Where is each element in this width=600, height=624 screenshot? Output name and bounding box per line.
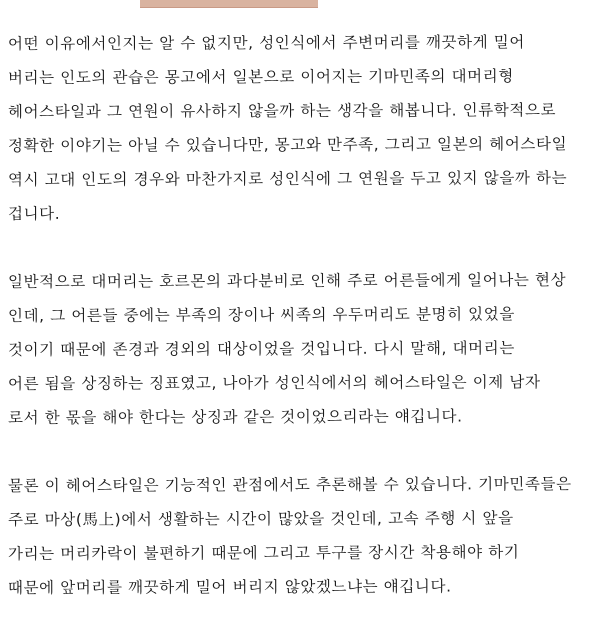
paragraph-1 bbox=[0, 26, 600, 230]
text-line: 정확한 이야기는 아닐 수 있습니다만, 몽고와 만주족, 그리고 일본의 헤어스타일 bbox=[7, 135, 568, 156]
paragraph-gap bbox=[0, 434, 600, 468]
text-line: 가리는 머리카락이 불편하기 때문에 그리고 투구를 장시간 착용해야 하기 bbox=[7, 543, 520, 564]
paragraph-3 bbox=[0, 468, 600, 604]
handwritten-document bbox=[0, 26, 600, 604]
text-line: 헤어스타일과 그 연원이 유사하지 않을까 하는 생각을 해봅니다. 인류학적으로 bbox=[7, 101, 557, 122]
top-image-strip bbox=[140, 0, 318, 8]
text-line: 겁니다. bbox=[7, 204, 61, 224]
text-line: 것이기 때문에 존경과 경외의 대상이었을 것입니다. 다시 말해, 대머리는 bbox=[7, 339, 515, 360]
text-line: 로서 한 몫을 해야 한다는 상징과 같은 것이었으리라는 얘깁니다. bbox=[7, 407, 463, 428]
text-line: 인데, 그 어른들 중에는 부족의 장이나 씨족의 우두머리도 분명히 있었을 bbox=[7, 305, 515, 326]
text-line: 버리는 인도의 관습은 몽고에서 일본으로 이어지는 기마민족의 대머리형 bbox=[7, 67, 514, 88]
text-line: 주로 마상(馬上)에서 생활하는 시간이 많았을 것인데, 고속 주행 시 앞을 bbox=[7, 509, 514, 530]
text-line: 일반적으로 대머리는 호르몬의 과다분비로 인해 주로 어른들에게 일어나는 현상 bbox=[7, 271, 567, 292]
paragraph-2 bbox=[0, 264, 600, 434]
text-line: 물론 이 헤어스타일은 기능적인 관점에서도 추론해볼 수 있습니다. 기마민족들은 bbox=[7, 475, 572, 496]
text-line: 역시 고대 인도의 경우와 마찬가지로 성인식에 그 연원을 두고 있지 않을까 하는 bbox=[7, 169, 568, 190]
paragraph-gap bbox=[0, 230, 600, 264]
text-line: 어른 됨을 상징하는 징표였고, 나아가 성인식에서의 헤어스타일은 이제 남자 bbox=[7, 373, 541, 394]
text-line: 어떤 이유에서인지는 알 수 없지만, 성인식에서 주변머리를 깨끗하게 밀어 bbox=[7, 33, 525, 54]
text-line: 때문에 앞머리를 깨끗하게 밀어 버리지 않았겠느냐는 얘깁니다. bbox=[7, 577, 452, 598]
